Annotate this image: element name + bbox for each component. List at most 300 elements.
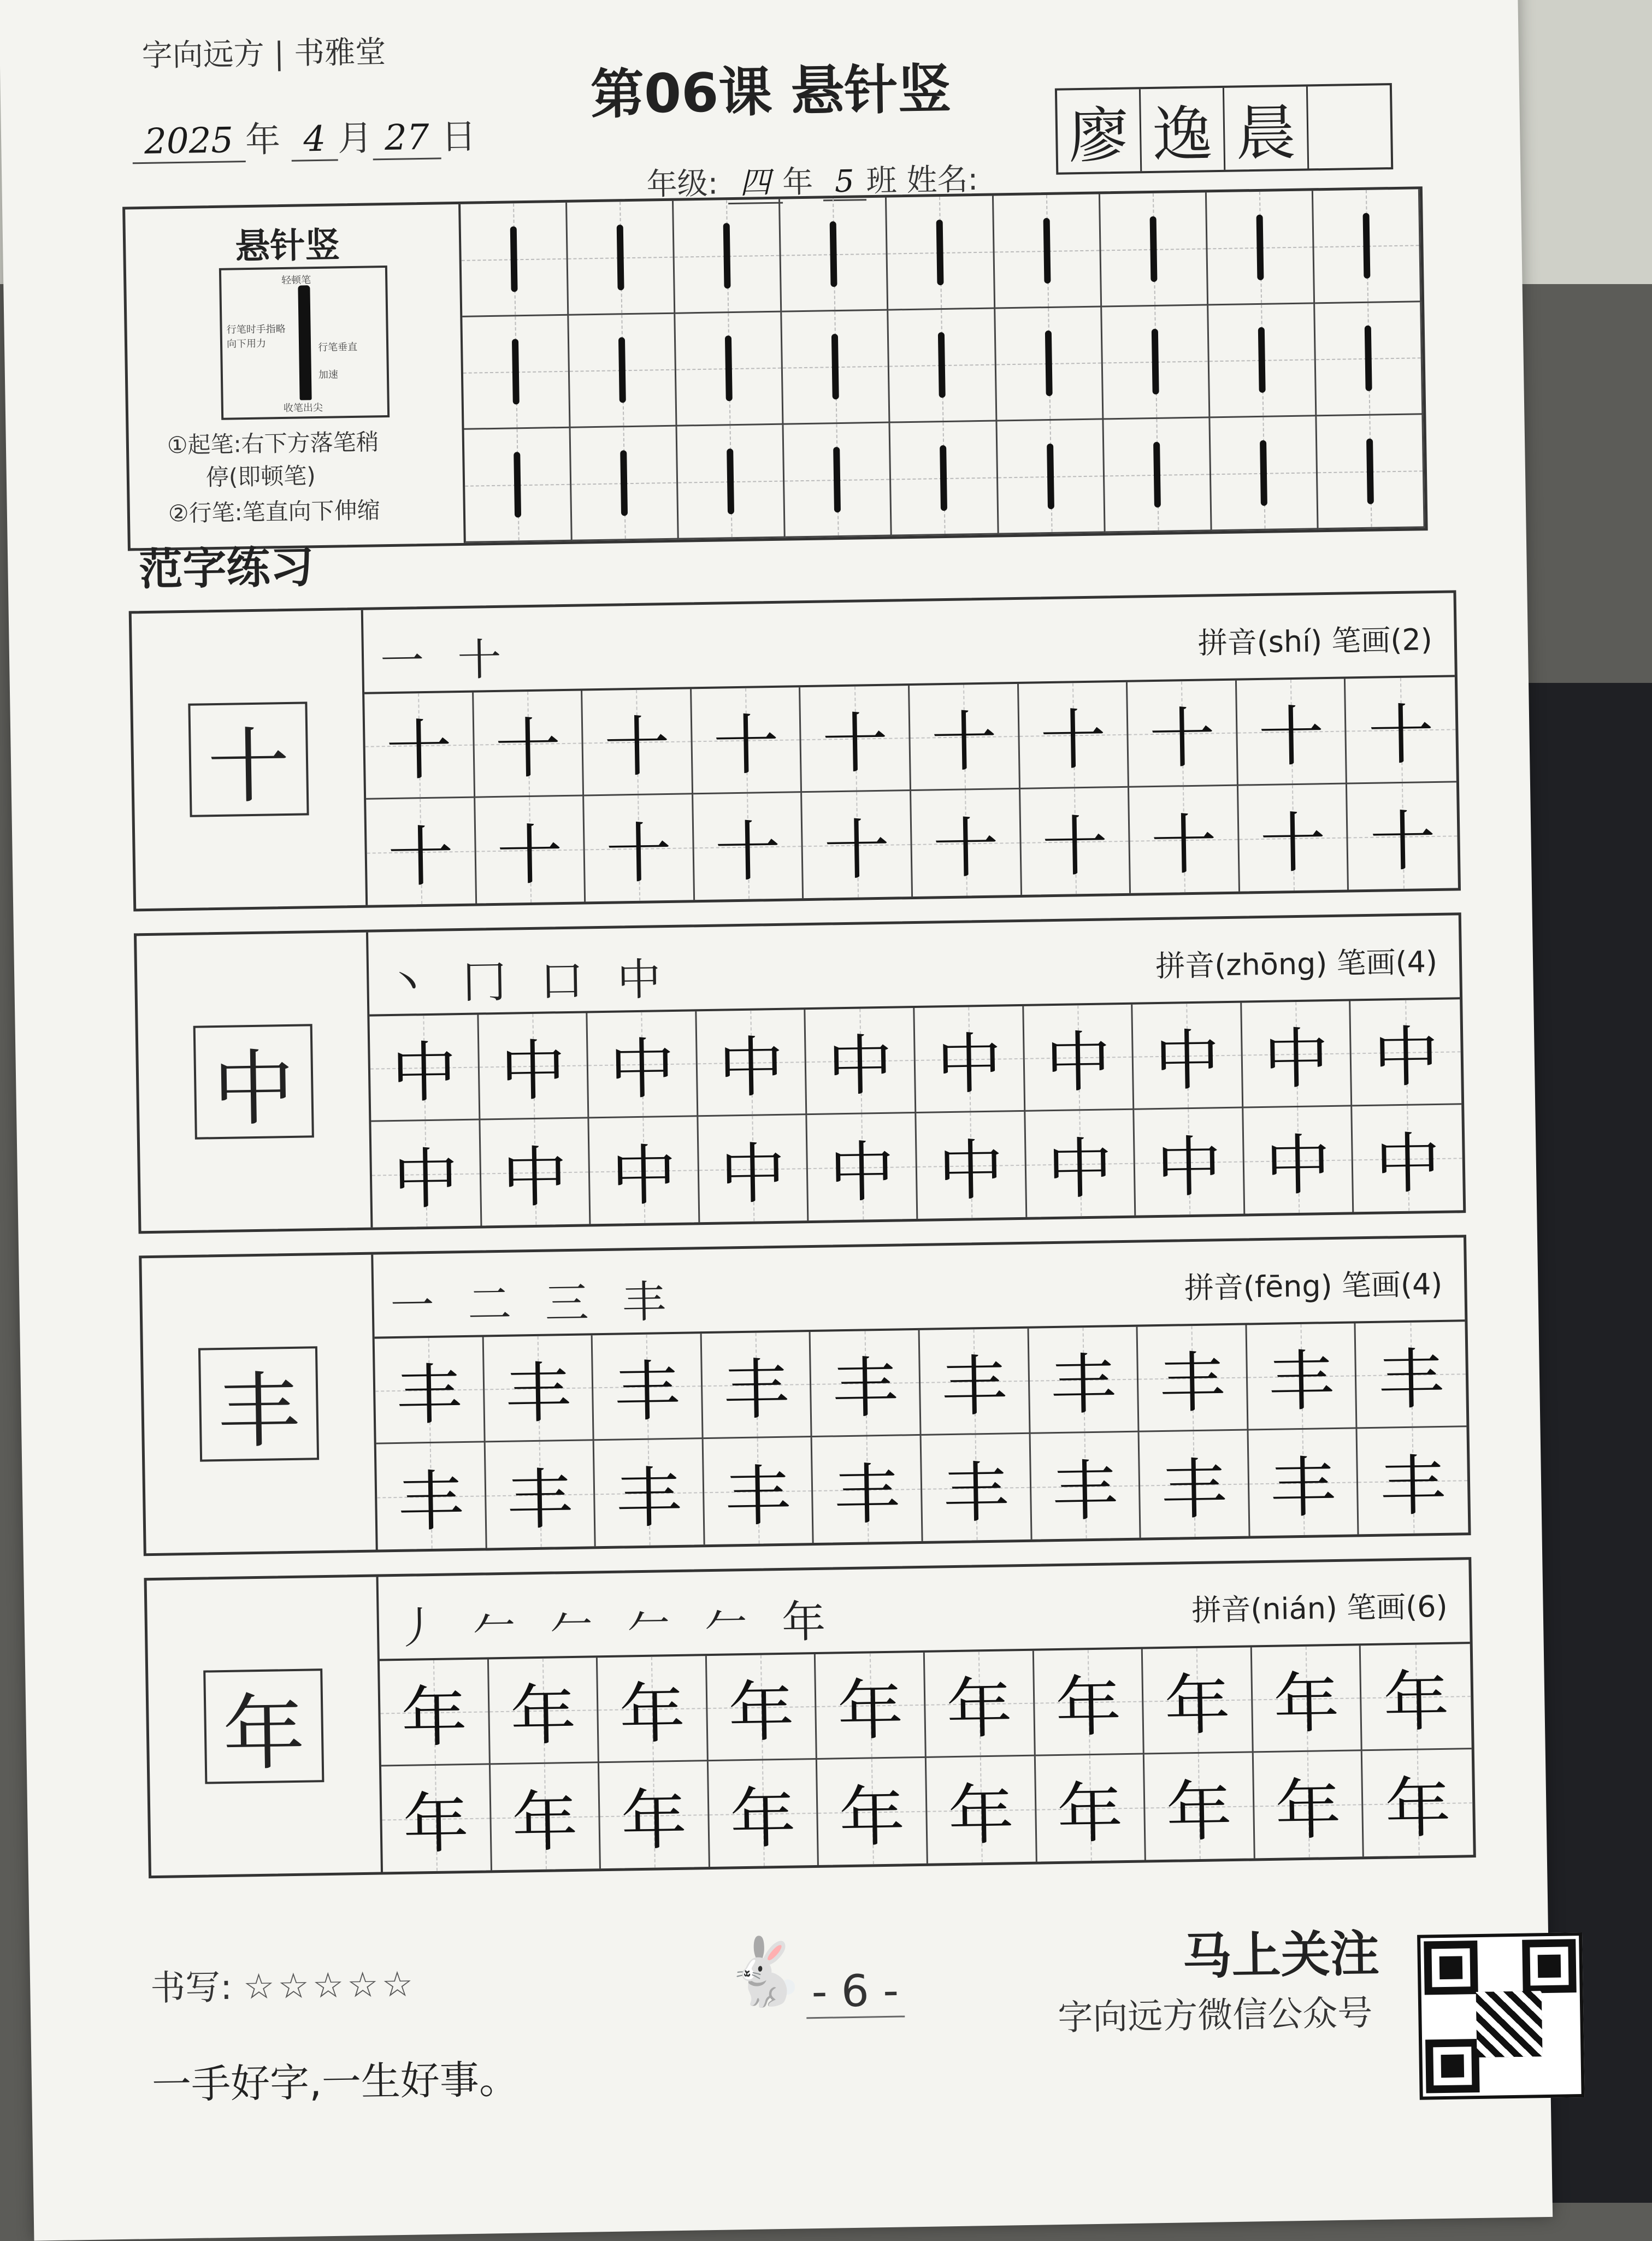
practice-cell[interactable]: [589, 1117, 700, 1224]
practice-cell[interactable]: [1362, 1749, 1473, 1856]
vertical-stroke-icon: [1258, 327, 1266, 393]
stroke-grid-cell: [1207, 191, 1315, 305]
practice-cell[interactable]: [1024, 1005, 1135, 1112]
grade-value: 四: [728, 158, 783, 205]
written-char: 中: [609, 1031, 676, 1108]
written-char: 十: [1150, 806, 1218, 884]
written-char: 十: [714, 813, 781, 891]
practice-cell[interactable]: [598, 1656, 709, 1763]
practice-cell[interactable]: [802, 791, 913, 898]
practice-cell[interactable]: [369, 1015, 480, 1122]
stroke-grid-cell: [464, 428, 573, 543]
stroke-count: 笔画(2): [1331, 622, 1433, 658]
practice-cell[interactable]: [588, 1011, 699, 1118]
written-char: 年: [1164, 1667, 1231, 1744]
stroke-grid-cell: [1102, 305, 1210, 420]
stroke-info: [125, 204, 466, 549]
practice-cell[interactable]: [1242, 1001, 1353, 1108]
practice-cell[interactable]: [910, 684, 1020, 791]
written-char: 十: [604, 709, 671, 786]
stroke-grid-cell: [567, 201, 675, 316]
practice-cell[interactable]: [485, 1441, 596, 1548]
written-char: 年: [511, 1784, 579, 1861]
written-char: 中: [827, 1028, 894, 1105]
written-char: 年: [946, 1671, 1013, 1748]
qr-code-icon[interactable]: [1417, 1932, 1585, 2100]
stroke-grid-cell: [1104, 418, 1212, 533]
practice-cell[interactable]: [364, 693, 475, 800]
name-char: 廖: [1057, 89, 1142, 172]
practice-cell[interactable]: [376, 1442, 487, 1549]
practice-cell[interactable]: [916, 1112, 1027, 1219]
stroke-count: 笔画(4): [1336, 944, 1438, 981]
written-char: 十: [930, 704, 998, 781]
stroke-count: 笔画(4): [1341, 1266, 1443, 1303]
written-char: 中: [936, 1026, 1003, 1104]
vertical-stroke-icon: [1149, 216, 1157, 282]
written-char: 年: [1275, 1772, 1342, 1849]
stroke-panel: [122, 186, 1428, 551]
written-char: 十: [1259, 805, 1326, 882]
date-day-suffix: 日: [440, 116, 477, 158]
written-char: 丰: [1049, 1347, 1117, 1424]
char-meta: [1191, 1583, 1448, 1629]
written-char: 中: [1046, 1130, 1113, 1208]
stroke-grid-cell: [1100, 192, 1208, 307]
model-area: [137, 933, 373, 1231]
qr-finder-icon: [1522, 1939, 1577, 1994]
vertical-stroke-icon: [831, 334, 839, 400]
date-year-suffix: 年: [245, 120, 281, 161]
practice-cell[interactable]: [922, 1434, 1032, 1541]
page-number: - 6 -: [806, 1965, 905, 2019]
practice-block: [129, 590, 1461, 911]
practice-head: [368, 915, 1460, 1016]
vertical-stroke-icon: [725, 336, 733, 402]
practice-cell[interactable]: [1134, 1108, 1245, 1216]
practice-cell[interactable]: [1248, 1429, 1359, 1536]
practice-cell[interactable]: [811, 1330, 922, 1437]
follow-prompt: 马上关注: [1182, 1925, 1380, 1986]
pinyin: 拼音(nián): [1191, 1590, 1338, 1628]
practice-cell[interactable]: [817, 1758, 928, 1865]
diagram-label: 轻顿笔: [281, 274, 311, 287]
practice-cell[interactable]: [1254, 1751, 1365, 1858]
practice-cell[interactable]: [593, 1334, 704, 1441]
written-char: 年: [402, 1785, 470, 1863]
written-char: 年: [1057, 1775, 1124, 1853]
written-char: 丰: [723, 1352, 790, 1429]
vertical-stroke-icon: [1045, 331, 1052, 396]
vertical-stroke-icon: [936, 220, 944, 285]
char-meta: [1197, 616, 1432, 662]
stroke-grid-cell: [674, 199, 782, 314]
written-char: 年: [1273, 1665, 1340, 1743]
stroke-order: 丶 冂 口 中: [385, 953, 671, 1010]
stroke-title: 悬针竖: [234, 225, 340, 268]
stroke-grid-cell: [1317, 415, 1425, 530]
stroke-order: 丿 𠂉 𠂉 𠂉 𠂉 年: [395, 1596, 836, 1654]
practice-grid: [380, 1644, 1473, 1872]
practice-grid: [364, 677, 1458, 905]
written-char: 年: [729, 1780, 796, 1857]
vertical-stroke-icon: [617, 225, 624, 290]
practice-cell[interactable]: [692, 687, 803, 794]
stroke-grid-cell: [571, 427, 679, 541]
stroke-note: ①起笔:右下方落笔稍: [167, 428, 380, 459]
rating: [150, 1956, 416, 2011]
written-char: 年: [510, 1677, 577, 1755]
practice-grid: [369, 999, 1463, 1227]
diagram-label: 行笔垂直: [318, 341, 358, 353]
practice-cell[interactable]: [599, 1761, 710, 1868]
qr-modules: [1476, 1991, 1543, 2057]
practice-cell[interactable]: [1238, 784, 1349, 891]
stroke-grid-cell: [462, 315, 570, 430]
written-char: 中: [501, 1139, 569, 1217]
written-char: 中: [937, 1132, 1005, 1210]
vertical-stroke-icon: [1366, 439, 1374, 504]
written-char: 年: [1383, 1664, 1450, 1741]
practice-cell[interactable]: [920, 1329, 1031, 1436]
stroke-grid-cell: [675, 312, 783, 427]
practice-cell[interactable]: [1030, 1432, 1141, 1540]
practice-cell[interactable]: [914, 1006, 1025, 1113]
practice-cell[interactable]: [1143, 1647, 1254, 1754]
practice-cell[interactable]: [594, 1439, 705, 1546]
model-char: 中: [193, 1024, 314, 1139]
written-char: 丰: [506, 1461, 574, 1539]
practice-cell[interactable]: [806, 1008, 917, 1115]
written-char: 丰: [941, 1348, 1008, 1426]
written-char: 丰: [1379, 1448, 1447, 1525]
stroke-grid-cell: [887, 196, 995, 311]
vertical-stroke-icon: [938, 332, 946, 398]
stroke-grid-cell: [889, 309, 997, 423]
stroke-grid-cell: [890, 422, 999, 536]
practice-area: [368, 915, 1463, 1227]
written-char: 年: [728, 1674, 795, 1751]
pinyin: 拼音(fēng): [1184, 1269, 1333, 1306]
written-char: 中: [1154, 1023, 1221, 1100]
written-char: 中: [1155, 1129, 1223, 1206]
section-title: 范字练习: [138, 541, 315, 595]
practice-cell[interactable]: [483, 1335, 594, 1442]
motto: 一手好字,一生好事。: [151, 2056, 519, 2108]
stroke-grid-cell: [997, 420, 1105, 535]
written-char: 年: [400, 1679, 468, 1756]
vertical-stroke-icon: [1362, 213, 1370, 279]
vertical-stroke-icon: [514, 452, 521, 517]
practice-cell[interactable]: [1358, 1427, 1468, 1534]
vertical-stroke-icon: [940, 445, 948, 511]
written-char: 中: [828, 1134, 895, 1211]
practice-head: [363, 593, 1455, 694]
stroke-grid-cell: [677, 425, 786, 540]
written-char: 十: [1040, 702, 1107, 780]
written-char: 十: [496, 817, 563, 894]
written-char: 十: [1369, 803, 1436, 881]
vertical-stroke-icon: [727, 449, 734, 514]
written-char: 中: [1262, 1021, 1330, 1098]
practice-cell[interactable]: [703, 1437, 814, 1544]
practice-cell[interactable]: [1020, 788, 1131, 895]
written-char: 丰: [613, 1353, 681, 1431]
practice-block: [144, 1557, 1476, 1878]
stroke-grid-cell: [1315, 302, 1423, 417]
char-meta: [1184, 1261, 1443, 1307]
written-char: 年: [618, 1676, 686, 1753]
written-char: 十: [385, 712, 453, 790]
written-char: 十: [822, 705, 889, 783]
practice-block: [139, 1235, 1471, 1556]
date-month: 4: [291, 119, 338, 161]
practice-cell[interactable]: [1347, 782, 1458, 889]
written-char: 十: [494, 711, 562, 788]
practice-cell[interactable]: [807, 1113, 918, 1220]
practice-head: [379, 1560, 1470, 1661]
practice-cell[interactable]: [697, 1010, 807, 1117]
practice-cell[interactable]: [1132, 1003, 1243, 1110]
written-char: 十: [1258, 699, 1325, 776]
date-year: 2025: [132, 120, 246, 164]
pinyin: 拼音(zhōng): [1155, 946, 1328, 984]
practice-head: [373, 1237, 1465, 1338]
vertical-stroke-icon: [618, 338, 626, 403]
date-day: 27: [373, 117, 442, 160]
class-value: 5: [823, 163, 867, 201]
written-char: 十: [605, 815, 672, 893]
practice-cell[interactable]: [479, 1013, 589, 1120]
vertical-stroke-icon: [1043, 218, 1051, 284]
written-char: 十: [823, 812, 890, 889]
written-char: 丰: [1160, 1451, 1228, 1529]
diagram-label: 行笔时手指略向下用力: [226, 323, 286, 350]
stroke-grid-cell: [1208, 304, 1317, 418]
written-char: 年: [839, 1778, 906, 1856]
model-area: [147, 1577, 383, 1876]
model-area: [141, 1255, 377, 1554]
written-char: 丰: [724, 1458, 792, 1536]
vertical-stroke-icon: [1365, 326, 1372, 391]
written-char: 丰: [505, 1355, 572, 1432]
written-char: 中: [1372, 1019, 1440, 1096]
name-box: [1055, 83, 1393, 175]
vertical-stroke-icon: [620, 450, 628, 516]
vertical-stroke-icon: [1047, 444, 1054, 509]
diagram-label: 加速: [318, 369, 339, 381]
written-char: 年: [1165, 1773, 1233, 1851]
star-rating-icon[interactable]: ☆☆☆☆☆: [243, 1964, 417, 2008]
written-char: 年: [1055, 1669, 1122, 1747]
practice-cell[interactable]: [698, 1115, 809, 1222]
stroke-note: ②行笔:笔直向下伸缩: [168, 497, 381, 527]
vertical-stroke-icon: [1260, 440, 1267, 506]
practice-area: [379, 1560, 1473, 1872]
name-char: 晨: [1224, 86, 1309, 169]
written-char: 中: [719, 1136, 787, 1213]
practice-area: [363, 593, 1458, 905]
practice-cell[interactable]: [1140, 1430, 1250, 1537]
model-char: 年: [203, 1668, 324, 1784]
practice-cell[interactable]: [925, 1651, 1036, 1758]
practice-cell[interactable]: [927, 1756, 1037, 1863]
written-char: 十: [712, 707, 780, 785]
practice-cell[interactable]: [709, 1760, 819, 1867]
written-char: 中: [1264, 1127, 1332, 1205]
vertical-stroke-icon: [1152, 329, 1159, 394]
diagram-label: 收笔出尖: [283, 402, 323, 414]
written-char: 丰: [1270, 1449, 1337, 1527]
written-char: 中: [499, 1033, 567, 1110]
vertical-stroke-icon: [834, 447, 841, 512]
model-area: [132, 610, 368, 909]
written-char: 中: [610, 1137, 677, 1215]
stroke-grid-cell: [784, 423, 892, 538]
practice-cell[interactable]: [1237, 679, 1348, 786]
practice-cell[interactable]: [1361, 1644, 1472, 1751]
practice-cell[interactable]: [1034, 1649, 1144, 1756]
written-char: 丰: [1378, 1341, 1445, 1419]
pinyin: 拼音(shí): [1197, 624, 1323, 660]
written-char: 中: [1374, 1125, 1442, 1203]
vertical-stroke-icon: [1153, 442, 1161, 508]
practice-cell[interactable]: [1252, 1646, 1363, 1753]
practice-cell[interactable]: [1029, 1327, 1140, 1434]
written-char: 丰: [396, 1357, 463, 1434]
vertical-stroke-icon: [723, 223, 731, 288]
class-name-label: 班 姓名:: [866, 161, 978, 199]
brand-logo-text: 字向远方 | 书雅堂: [141, 34, 386, 74]
practice-cell[interactable]: [707, 1654, 818, 1761]
written-char: 中: [1045, 1024, 1112, 1102]
written-char: 年: [837, 1672, 904, 1750]
written-char: 丰: [1268, 1343, 1335, 1420]
stroke-grid-cell: [461, 203, 569, 317]
date-month-suffix: 月: [337, 118, 373, 160]
stroke-grid-cell: [780, 198, 888, 312]
written-char: 十: [1367, 697, 1435, 774]
practice-cell[interactable]: [693, 793, 804, 900]
written-char: 年: [620, 1782, 688, 1860]
qr-finder-icon: [1425, 2039, 1480, 2093]
grade-label: 年级:: [646, 166, 718, 203]
stroke-order: 一 十: [380, 634, 512, 687]
rabbit-icon: 🐇: [723, 1933, 806, 2011]
practice-cell[interactable]: [1144, 1753, 1255, 1860]
practice-cell[interactable]: [1247, 1323, 1358, 1430]
rating-label: 书写:: [150, 1967, 233, 2009]
practice-cell[interactable]: [1356, 1322, 1467, 1429]
practice-cell[interactable]: [1138, 1325, 1249, 1432]
practice-cell[interactable]: [375, 1337, 486, 1444]
stroke-grid-cell: [993, 194, 1101, 309]
stroke-diagram: [219, 266, 390, 420]
vertical-stroke-icon: [298, 285, 311, 400]
written-char: 丰: [1159, 1345, 1226, 1423]
practice-cell[interactable]: [1128, 681, 1238, 788]
practice-cell[interactable]: [491, 1763, 601, 1870]
name-char: 逸: [1141, 88, 1225, 171]
written-char: 丰: [615, 1460, 682, 1537]
written-char: 丰: [397, 1463, 464, 1541]
practice-cell[interactable]: [582, 689, 693, 796]
vertical-stroke-icon: [510, 226, 518, 292]
practice-cell[interactable]: [701, 1332, 812, 1439]
practice-cell[interactable]: [1019, 682, 1130, 789]
written-char: 丰: [1052, 1453, 1119, 1530]
qr-finder-icon: [1424, 1941, 1478, 1995]
practice-cell[interactable]: [480, 1118, 591, 1225]
written-char: 十: [1149, 700, 1216, 778]
practice-grid: [375, 1322, 1468, 1549]
practice-cell[interactable]: [381, 1765, 492, 1872]
grade-year-label: 年: [782, 164, 813, 200]
practice-cell[interactable]: [1353, 1105, 1464, 1212]
practice-cell[interactable]: [816, 1653, 927, 1760]
practice-cell[interactable]: [911, 789, 1022, 897]
practice-cell[interactable]: [366, 798, 477, 905]
written-char: 年: [947, 1777, 1014, 1854]
practice-cell[interactable]: [1035, 1755, 1146, 1862]
practice-block: [134, 912, 1466, 1234]
written-char: 丰: [831, 1350, 899, 1428]
model-char: 丰: [198, 1346, 319, 1461]
vertical-stroke-icon: [1256, 215, 1264, 280]
stroke-count: 笔画(6): [1346, 1589, 1448, 1625]
written-char: 中: [717, 1029, 785, 1107]
written-char: 丰: [833, 1456, 901, 1534]
stroke-note: 停(即顿笔): [205, 462, 316, 491]
model-char: 十: [188, 701, 309, 817]
name-char: [1308, 85, 1391, 168]
stroke-grid-cell: [995, 307, 1104, 422]
practice-area: [373, 1237, 1468, 1549]
practice-cell[interactable]: [800, 686, 911, 793]
wechat-account: 字向远方微信公众号: [1057, 1993, 1373, 2039]
written-char: 中: [391, 1035, 458, 1112]
practice-cell[interactable]: [1346, 677, 1456, 784]
date-line: [132, 108, 476, 164]
practice-cell[interactable]: [1351, 999, 1462, 1106]
written-char: 年: [1384, 1770, 1452, 1848]
practice-cell[interactable]: [380, 1659, 491, 1766]
written-char: 十: [1041, 808, 1108, 886]
practice-cell[interactable]: [475, 796, 586, 903]
practice-cell[interactable]: [371, 1120, 482, 1228]
practice-cell[interactable]: [812, 1436, 923, 1543]
written-char: 十: [387, 818, 455, 896]
stroke-grid-cell: [1313, 189, 1421, 304]
stroke-grid-cell: [1210, 417, 1318, 532]
vertical-stroke-icon: [512, 339, 520, 405]
practice-cell[interactable]: [1025, 1110, 1136, 1217]
vertical-stroke-icon: [830, 221, 837, 287]
stroke-order: 一 二 三 丰: [390, 1276, 676, 1332]
written-char: 中: [392, 1141, 459, 1218]
practice-cell[interactable]: [489, 1658, 600, 1765]
written-char: 丰: [942, 1454, 1010, 1532]
practice-cell[interactable]: [1129, 786, 1240, 893]
practice-cell[interactable]: [584, 794, 695, 901]
practice-cell[interactable]: [474, 691, 585, 798]
practice-cell[interactable]: [1243, 1106, 1354, 1213]
stroke-grid-cell: [569, 314, 677, 428]
stroke-grid-cell: [782, 310, 890, 425]
written-char: 十: [932, 810, 1000, 887]
char-meta: [1155, 939, 1438, 985]
lesson-title: 第06课 悬针竖: [590, 58, 952, 127]
